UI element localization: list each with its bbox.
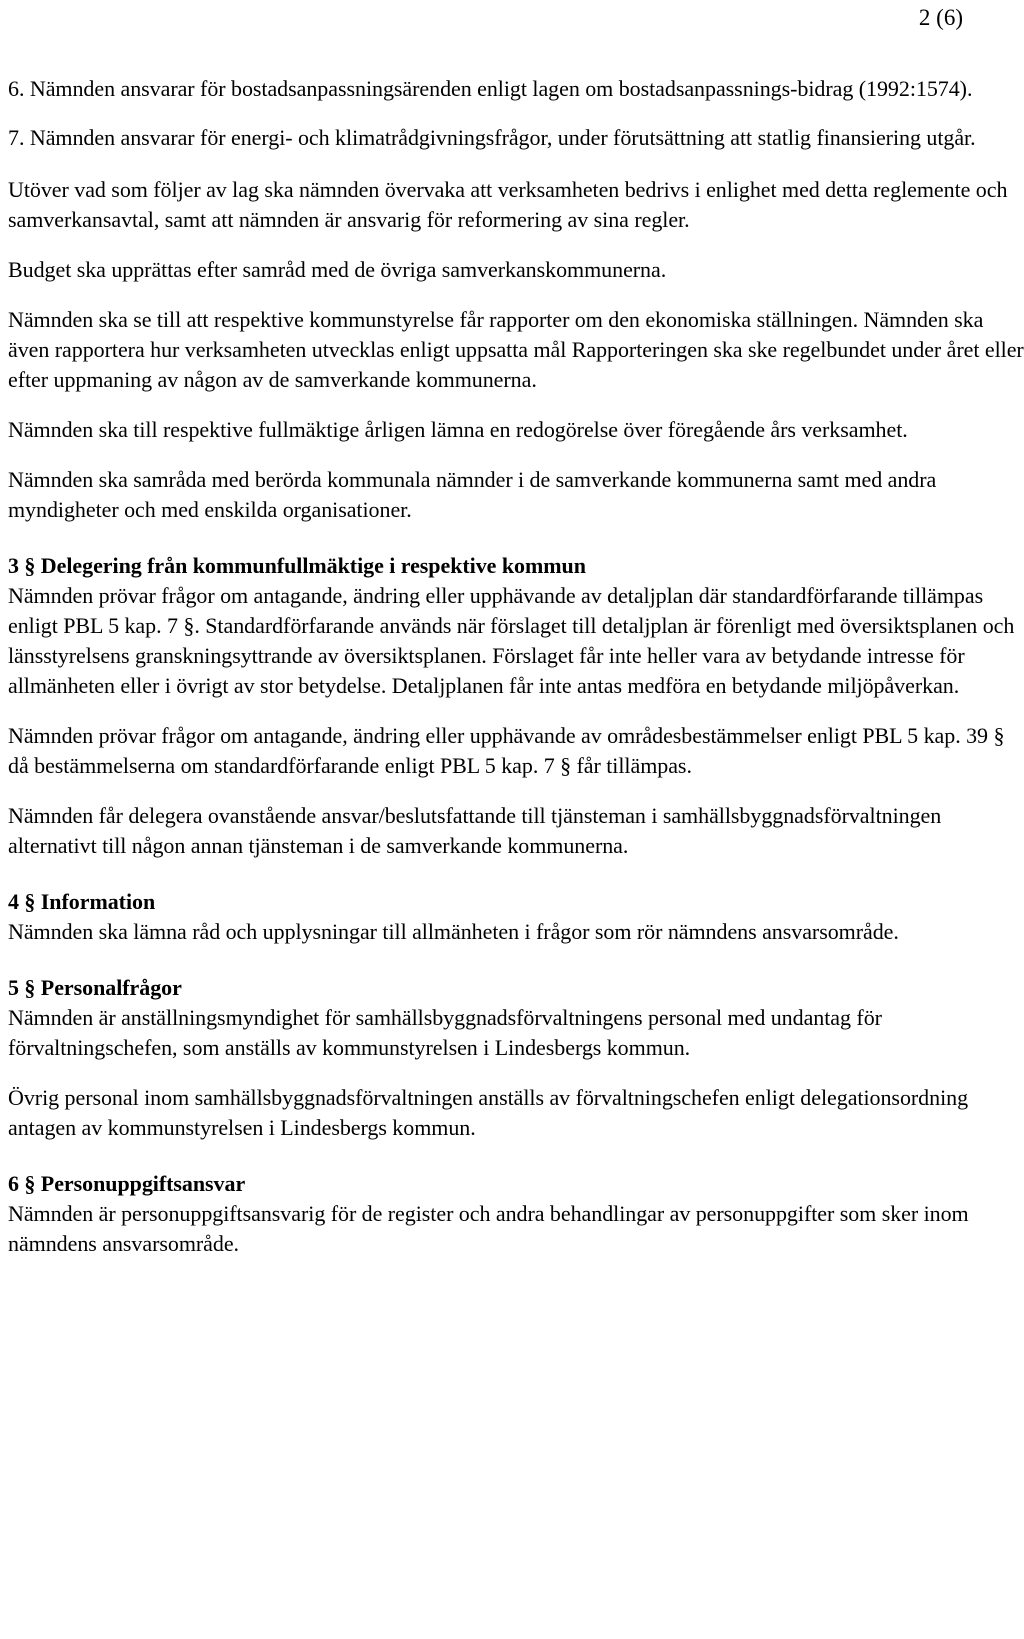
section-paragraph: Nämnden ska lämna råd och upplysningar till allmänheten i frågor som rör nämndens ansvarsområde. bbox=[8, 919, 899, 944]
list-item-7: 7. Nämnden ansvarar för energi- och klimatrådgivningsfrågor, under förutsättning att statlig finansiering utgår. bbox=[8, 125, 976, 150]
section-paragraph: Nämnden prövar frågor om antagande, ändring eller upphävande av områdesbestämmelser enligt PBL 5 kap. 39 § då bestämmelserna om standardförfarande enligt PBL 5 kap. 7 § får tillämpas. bbox=[8, 723, 1005, 778]
section-paragraph: Nämnden är personuppgiftsansvarig för de register och andra behandlingar av personuppgifter som sker inom nämndens ansvarsområde. bbox=[8, 1201, 969, 1256]
list-item-6: 6. Nämnden ansvarar för bostadsanpassningsärenden enligt lagen om bostadsanpassnings-bidrag (1992:1574). bbox=[8, 76, 973, 101]
section-paragraph: Nämnden är anställningsmyndighet för samhällsbyggnadsförvaltningens personal med undantag för förvaltningschefen, som anställs av kommunstyrelsen i Lindesbergs kommun. bbox=[8, 1005, 882, 1060]
section-delegation bbox=[8, 551, 1024, 861]
section-heading-information: 4 § Information bbox=[8, 889, 156, 914]
section-personnel bbox=[8, 973, 1024, 1143]
document-body bbox=[8, 74, 1024, 1259]
paragraph-reporting: Nämnden ska se till att respektive kommunstyrelse får rapporter om den ekonomiska ställningen. Nämnden ska även rapportera hur verksamheten utvecklas enligt uppsatta mål Rapporteringen ska ske regelbundet under året eller efter uppmaning av någon av de samverkande kommunerna. bbox=[8, 307, 1024, 392]
page-number: 2 (6) bbox=[918, 5, 963, 30]
paragraph-budget: Budget ska upprättas efter samråd med de övriga samverkanskommunerna. bbox=[8, 257, 667, 282]
paragraph-consultation: Nämnden ska samråda med berörda kommunala nämnder i de samverkande kommunerna samt med andra myndigheter och med enskilda organisationer. bbox=[8, 467, 937, 522]
section-personal-data bbox=[8, 1169, 1024, 1259]
section-information bbox=[8, 887, 1024, 947]
paragraph-annual-report: Nämnden ska till respektive fullmäktige årligen lämna en redogörelse över föregående års verksamhet. bbox=[8, 417, 908, 442]
section-heading-personal-data: 6 § Personuppgiftsansvar bbox=[8, 1171, 246, 1196]
section-paragraph: Övrig personal inom samhällsbyggnadsförvaltningen anställs av förvaltningschefen enligt delegationsordning antagen av kommunstyrelsen i Lindesbergs kommun. bbox=[8, 1085, 969, 1140]
section-heading-delegation: 3 § Delegering från kommunfullmäktige i respektive kommun bbox=[8, 553, 586, 578]
section-paragraph: Nämnden prövar frågor om antagande, ändring eller upphävande av detaljplan där standardförfarande tillämpas enligt PBL 5 kap. 7 §. Standardförfarande används när förslaget till detaljplan är förenligt med översiktsplanen och länsstyrelsens granskningsyttrande av översiktsplanen. Förslaget får inte heller vara av betydande intresse för allmänheten eller i övrigt av stor betydelse. Detaljplanen får inte antas medföra en betydande miljöpåverkan. bbox=[8, 583, 1015, 698]
section-heading-personnel: 5 § Personalfrågor bbox=[8, 975, 182, 1000]
paragraph-oversight: Utöver vad som följer av lag ska nämnden övervaka att verksamheten bedrivs i enlighet med detta reglemente och samverkansavtal, samt att nämnden är ansvarig för reformering av sina regler. bbox=[8, 177, 1008, 232]
section-paragraph: Nämnden får delegera ovanstående ansvar/beslutsfattande till tjänsteman i samhällsbyggnadsförvaltningen alternativt till någon annan tjänsteman i de samverkande kommunerna. bbox=[8, 803, 942, 858]
